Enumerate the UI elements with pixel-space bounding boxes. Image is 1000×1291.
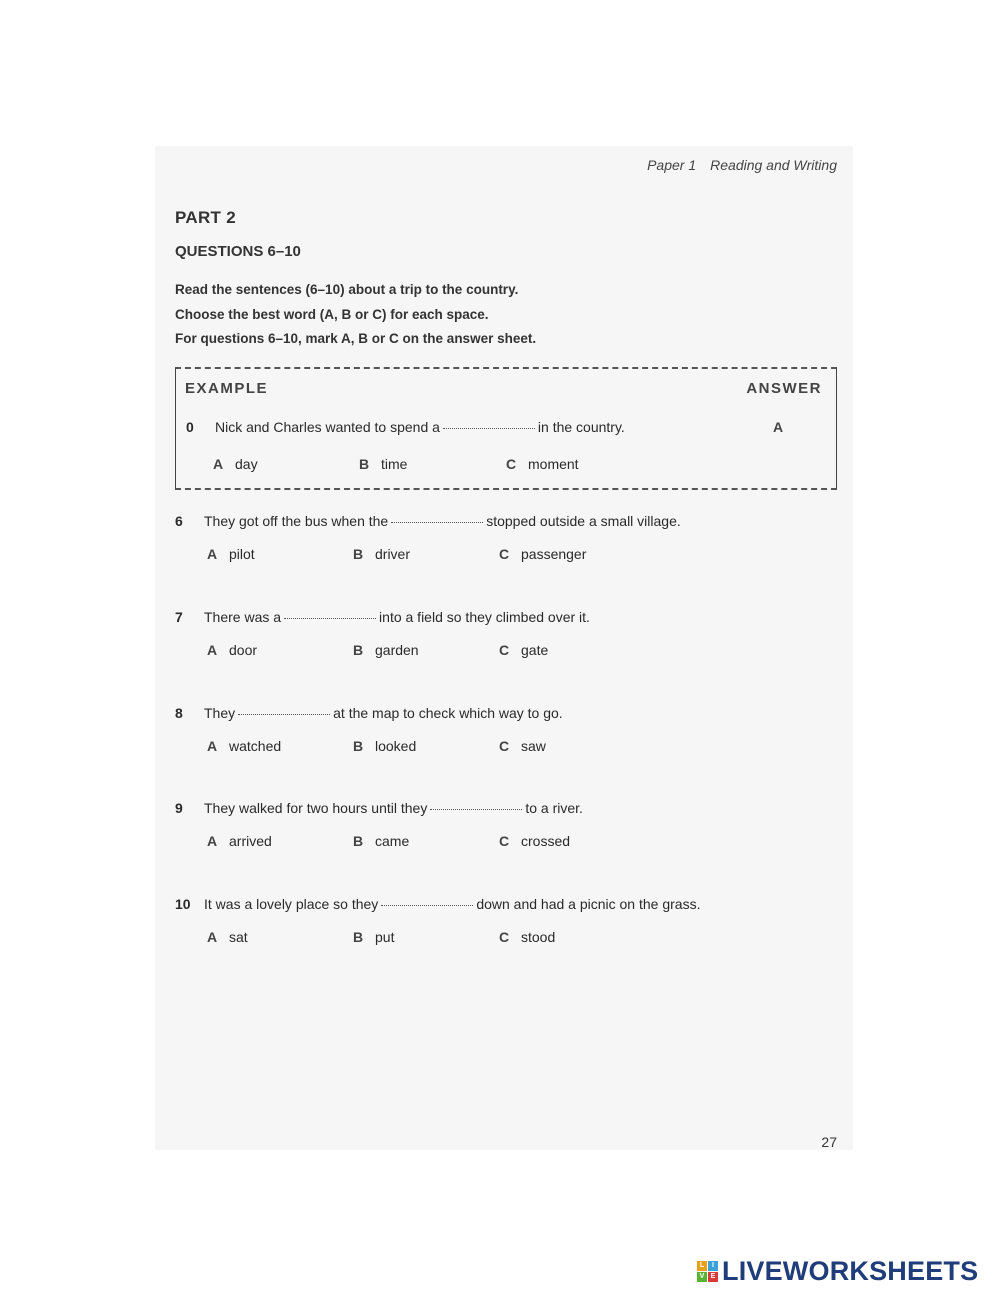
question-number: 0 <box>186 419 194 435</box>
answer-blank[interactable] <box>238 713 330 715</box>
answer-blank <box>443 427 535 429</box>
instructions <box>175 278 536 352</box>
question-sentence: 10 It was a lovely place so they down and had a picnic on the grass. <box>175 896 701 912</box>
paper-label: Paper 1 <box>647 157 697 173</box>
question-number: 8 <box>175 705 183 721</box>
answer-label: ANSWER <box>746 380 822 397</box>
option-b: B time <box>359 456 408 472</box>
option-a[interactable]: A sat <box>207 929 248 945</box>
question-10 <box>175 896 815 949</box>
example-sentence <box>186 419 625 435</box>
question-number: 7 <box>175 609 183 625</box>
option-c[interactable]: C stood <box>499 929 556 945</box>
question-number: 9 <box>175 800 183 816</box>
question-8 <box>175 705 815 758</box>
page-header <box>647 157 837 173</box>
sentence-after: in the country. <box>537 419 625 435</box>
option-b[interactable]: B garden <box>353 642 419 658</box>
option-b[interactable]: B came <box>353 833 410 849</box>
logo-tile: V <box>697 1272 707 1282</box>
answer-blank[interactable] <box>284 617 376 619</box>
question-sentence: 8 They at the map to check which way to go. <box>175 705 563 721</box>
option-c[interactable]: C crossed <box>499 833 571 849</box>
question-options <box>207 833 815 853</box>
question-sentence: 7 There was a into a field so they climbed over it. <box>175 609 590 625</box>
option-c[interactable]: C saw <box>499 738 546 754</box>
section-label: Reading and Writing <box>710 157 837 173</box>
question-options <box>207 642 815 662</box>
option-a[interactable]: A arrived <box>207 833 272 849</box>
page-number: 27 <box>821 1134 837 1150</box>
option-c[interactable]: C gate <box>499 642 549 658</box>
question-number: 6 <box>175 513 183 529</box>
worksheet-page <box>155 146 853 1150</box>
logo-tile: E <box>708 1272 718 1282</box>
option-c: C moment <box>506 456 579 472</box>
instruction-line: Read the sentences (6–10) about a trip to the country. <box>175 282 519 297</box>
part-title: PART 2 <box>175 208 236 227</box>
question-options <box>207 546 815 566</box>
question-sentence: 6 They got off the bus when the stopped outside a small village. <box>175 513 681 529</box>
liveworksheets-logo-icon <box>697 1261 718 1282</box>
question-options <box>207 929 815 949</box>
option-b[interactable]: B looked <box>353 738 417 754</box>
answer-blank[interactable] <box>430 808 522 810</box>
instruction-line: Choose the best word (A, B or C) for each space. <box>175 306 489 322</box>
liveworksheets-watermark <box>697 1256 978 1287</box>
example-box <box>175 367 837 490</box>
option-c[interactable]: C passenger <box>499 546 587 562</box>
question-6 <box>175 513 815 566</box>
logo-tile: L <box>697 1261 707 1271</box>
sentence-before: Nick and Charles wanted to spend a <box>215 419 440 435</box>
option-a: A day <box>213 456 258 472</box>
question-sentence: 9 They walked for two hours until they to a river. <box>175 800 583 816</box>
question-options <box>207 738 815 758</box>
logo-tile: I <box>708 1261 718 1271</box>
example-label: EXAMPLE <box>185 380 269 397</box>
answer-blank[interactable] <box>391 521 483 523</box>
watermark-text: LIVEWORKSHEETS <box>722 1256 979 1286</box>
option-a[interactable]: A door <box>207 642 258 658</box>
option-b[interactable]: B put <box>353 929 395 945</box>
option-b[interactable]: B driver <box>353 546 411 562</box>
question-9 <box>175 800 815 853</box>
option-a[interactable]: A watched <box>207 738 282 754</box>
instruction-line: For questions 6–10, mark A, B or C on the answer sheet. <box>175 331 537 346</box>
questions-title: QUESTIONS 6–10 <box>175 243 301 260</box>
question-7 <box>175 609 815 662</box>
option-a[interactable]: A pilot <box>207 546 255 562</box>
answer-blank[interactable] <box>381 904 473 906</box>
example-answer: A <box>773 419 784 435</box>
question-number: 10 <box>175 896 191 912</box>
